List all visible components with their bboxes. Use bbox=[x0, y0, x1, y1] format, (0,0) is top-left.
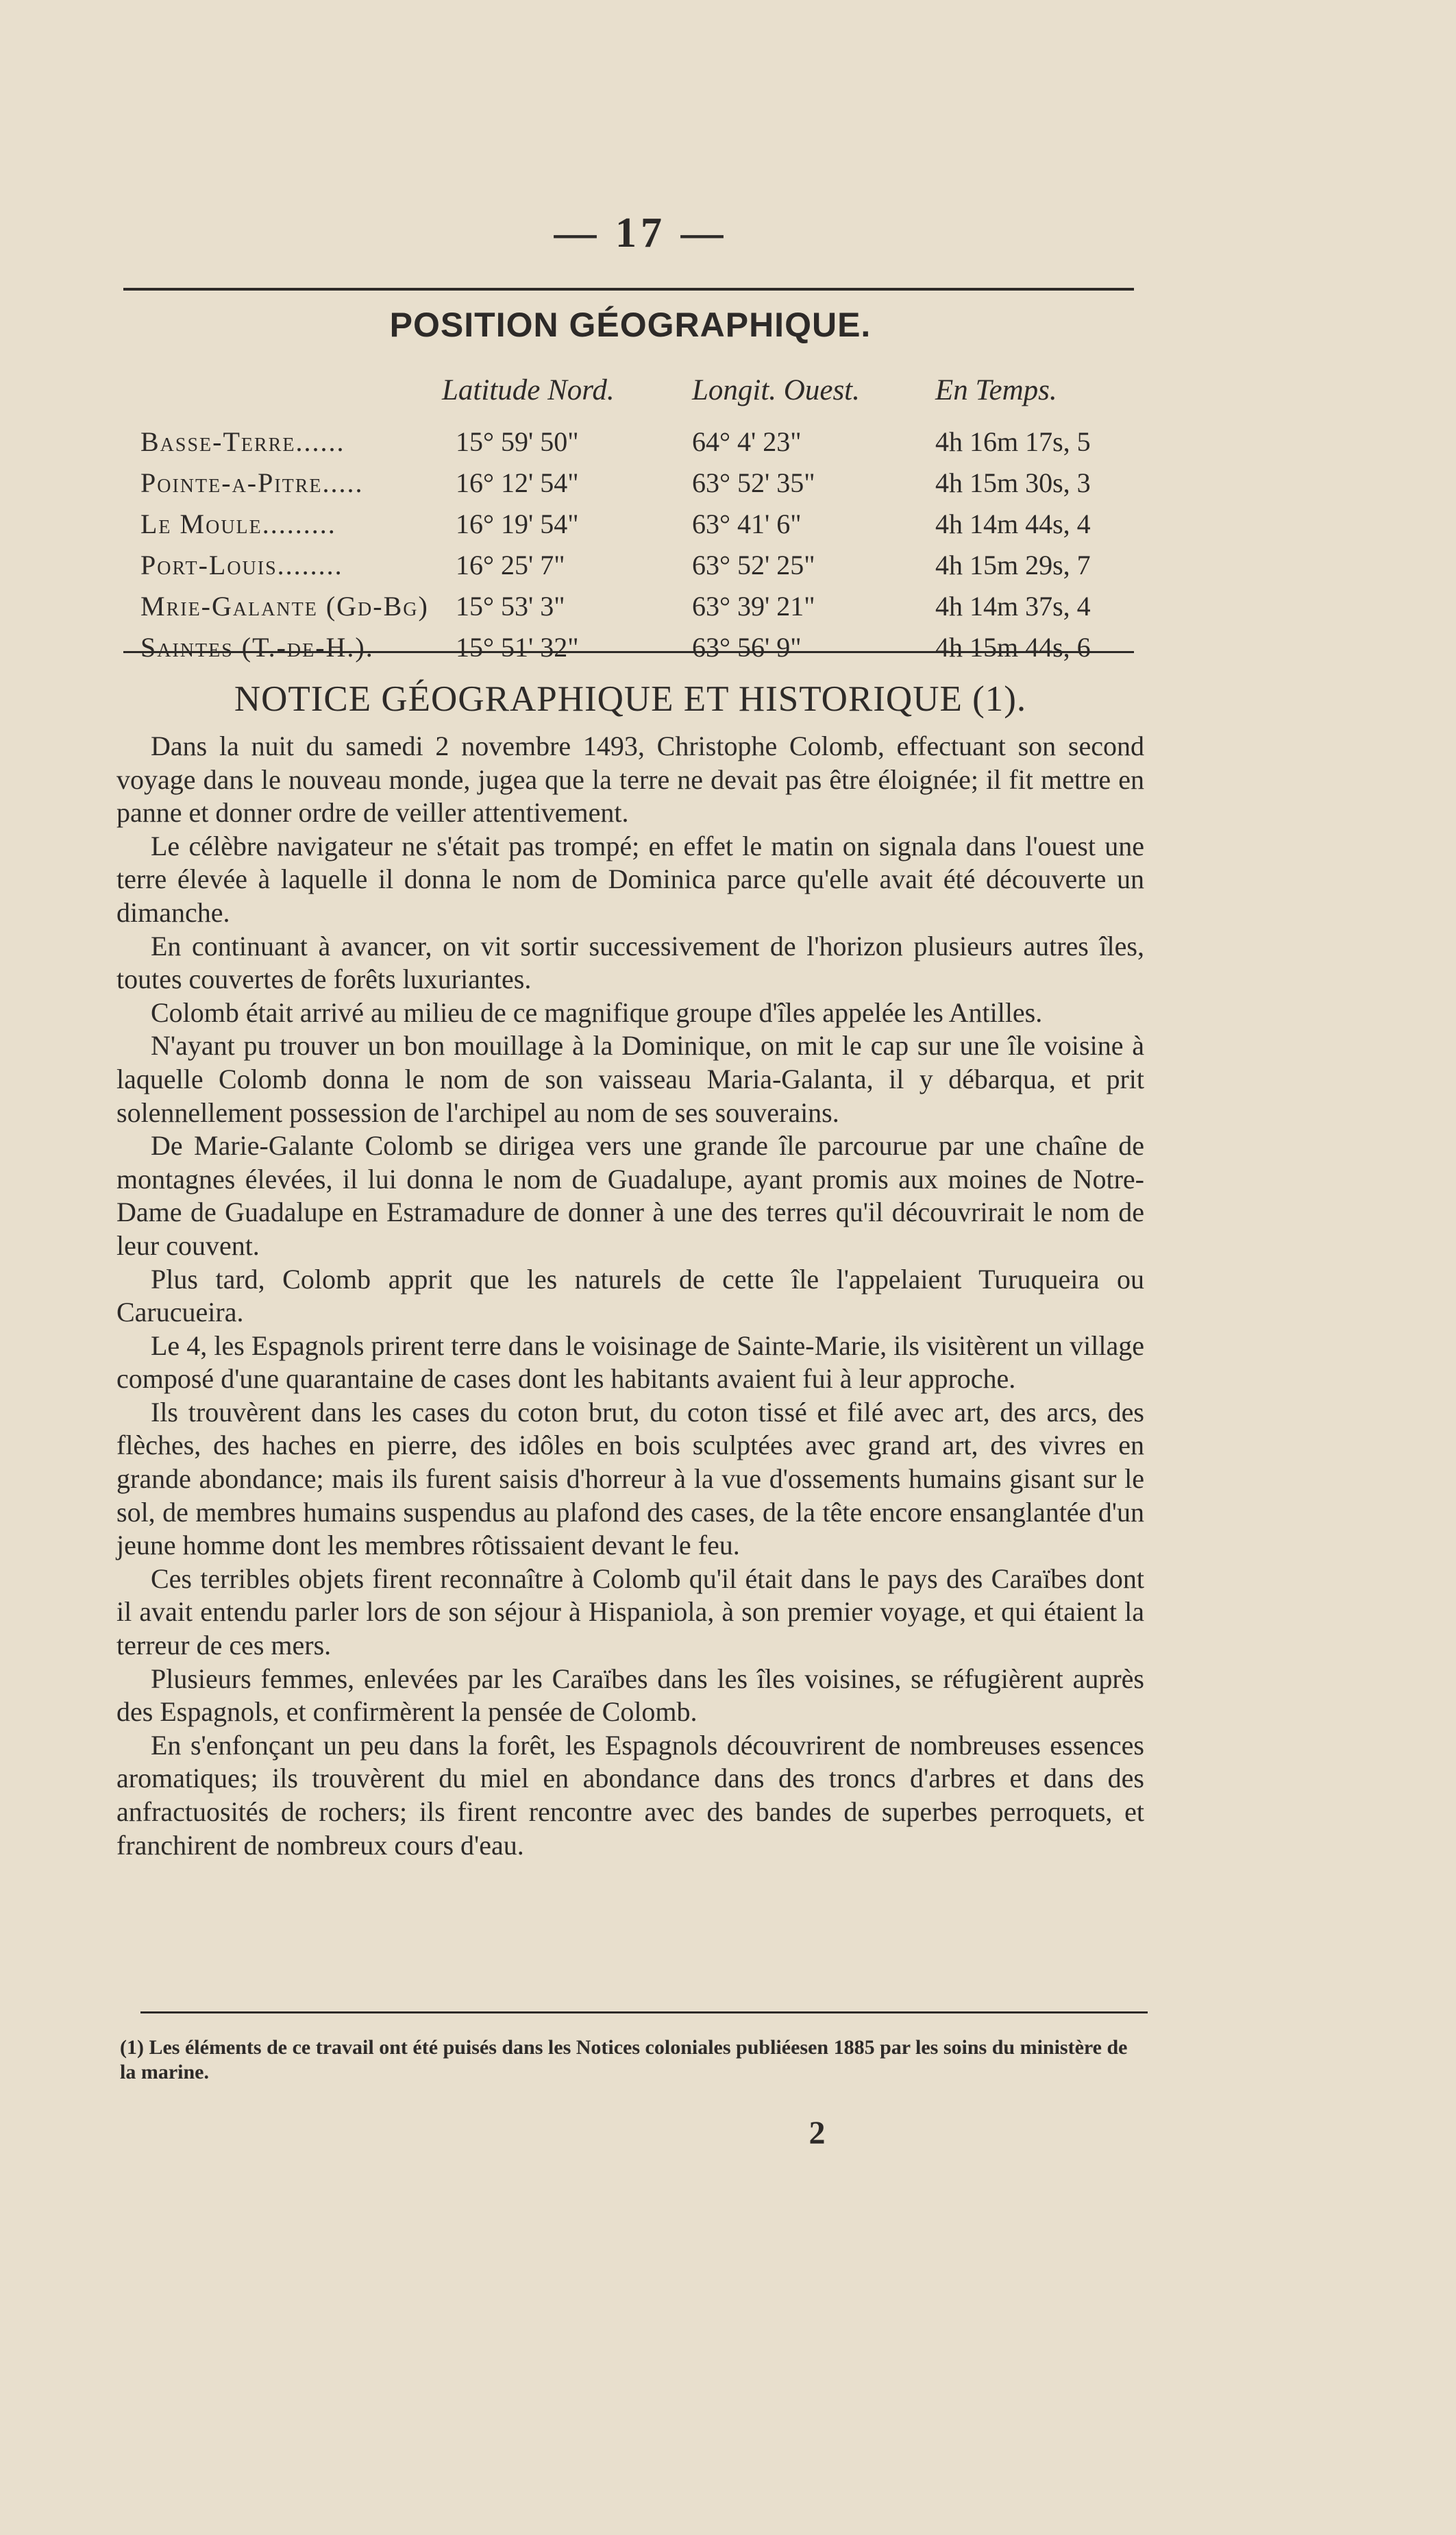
notice-body bbox=[116, 730, 1144, 1862]
table-row bbox=[120, 627, 1134, 668]
paragraph: En s'enfonçant un peu dans la forêt, les Espagnols découvrirent de nombreuses essences aromatiques; ils trouvèrent du miel en abondance dans des troncs d'arbres et dans des anfractuosités de rochers; ils firent rencontre avec des bandes de superbes perroquets, et franchirent de nombreux cours d'eau. bbox=[116, 1729, 1144, 1861]
section-title-position: POSITION GÉOGRAPHIQUE. bbox=[389, 306, 872, 344]
coordinates-table bbox=[120, 373, 1134, 668]
footnote-rule bbox=[140, 2011, 1148, 2013]
table-row bbox=[120, 586, 1134, 627]
time-value: 4h 14m 37s, 4 bbox=[935, 591, 1091, 622]
time-value: 4h 15m 29s, 7 bbox=[935, 550, 1091, 580]
section-title-notice: NOTICE GÉOGRAPHIQUE ET HISTORIQUE (1). bbox=[234, 679, 1027, 719]
paragraph: Ces terribles objets firent reconnaître à Colomb qu'il était dans le pays des Caraïbes dont il avait entendu parler lors de son séjour à Hispaniola, à son premier voyage, et qui étaient la terreur de ces mers. bbox=[116, 1563, 1144, 1661]
table-header bbox=[120, 373, 1134, 421]
time-value: 4h 16m 17s, 5 bbox=[935, 426, 1091, 457]
header-latitude: Latitude Nord. bbox=[442, 374, 615, 406]
time-value: 4h 15m 44s, 6 bbox=[935, 632, 1091, 663]
place-name: Pointe-a-Pitre..... bbox=[140, 467, 364, 498]
section-divider bbox=[123, 651, 1134, 653]
paragraph: Colomb était arrivé au milieu de ce magnifique groupe d'îles appelée les Antilles. bbox=[151, 996, 1043, 1028]
header-time: En Temps. bbox=[935, 374, 1057, 406]
paragraph: De Marie-Galante Colomb se dirigea vers une grande île parcourue par une chaîne de montagnes élevées, il lui donna le nom de Guadalupe, ayant promis aux moines de Notre-Dame de Guadalupe en Estramadure de donner à une des terres qu'il découvrirait le nom de leur couvent. bbox=[116, 1130, 1144, 1261]
longitude-value: 63° 41' 6" bbox=[692, 509, 802, 539]
top-rule bbox=[123, 288, 1134, 291]
signature-mark: 2 bbox=[809, 2115, 826, 2151]
place-name: Le Moule......... bbox=[140, 509, 336, 539]
time-value: 4h 15m 30s, 3 bbox=[935, 467, 1091, 498]
footnote: (1) Les éléments de ce travail ont été puisés dans les Notices coloniales publiéesen 1885 par les soins du ministère de la marine. bbox=[120, 2036, 1128, 2083]
place-name: Mrie-Galante (Gd-Bg) bbox=[140, 591, 429, 622]
paragraph: N'ayant pu trouver un bon mouillage à la Dominique, on mit le cap sur une île voisine à laquelle Colomb donna le nom de son vaisseau Maria-Galanta, il y débarqua, et prit solennellement possession de l'archipel au nom de ses souverains. bbox=[116, 1030, 1144, 1128]
table-row bbox=[120, 504, 1134, 545]
paragraph: Dans la nuit du samedi 2 novembre 1493, Christophe Colomb, effectuant son second voyage dans le nouveau monde, jugea que la terre ne devait pas être éloignée; il fit mettre en panne et donner ordre de veiller attentivement. bbox=[116, 731, 1144, 829]
latitude-value: 15° 51' 32" bbox=[456, 632, 579, 663]
time-value: 4h 14m 44s, 4 bbox=[935, 509, 1091, 539]
place-name: Basse-Terre...... bbox=[140, 426, 345, 457]
page-number: — 17 — bbox=[554, 210, 728, 256]
paragraph: En continuant à avancer, on vit sortir successivement de l'horizon plusieurs autres îles, toutes couvertes de forêts luxuriantes. bbox=[116, 930, 1144, 995]
paragraph: Le 4, les Espagnols prirent terre dans le voisinage de Sainte-Marie, ils visitèrent un village composé d'une quarantaine de cases dont les habitants avaient fui à leur approche. bbox=[116, 1330, 1144, 1395]
paragraph: Ils trouvèrent dans les cases du coton brut, du coton tissé et filé avec art, des arcs, des flèches, des haches en pierre, des idôles en bois sculptées avec grand art, des vivres en grande abondance; mais ils furent saisis d'horreur à la vue d'ossements humains gisant sur le sol, de membres humains suspendus au plafond des cases, de la tête encore ensanglantée d'un jeune homme dont les membres rôtissaient devant le feu. bbox=[116, 1396, 1144, 1561]
table-row bbox=[120, 421, 1134, 463]
table-row bbox=[120, 463, 1134, 504]
longitude-value: 63° 52' 25" bbox=[692, 550, 815, 580]
place-name: Port-Louis........ bbox=[140, 550, 343, 580]
place-name: Saintes (T.-de-H.). bbox=[140, 632, 374, 663]
longitude-value: 63° 39' 21" bbox=[692, 591, 815, 622]
paragraph: Plus tard, Colomb apprit que les naturels de cette île l'appelaient Turuqueira ou Carucueira. bbox=[116, 1263, 1144, 1328]
header-longitude: Longit. Ouest. bbox=[692, 374, 860, 406]
latitude-value: 16° 12' 54" bbox=[456, 467, 579, 498]
latitude-value: 16° 25' 7" bbox=[456, 550, 565, 580]
longitude-value: 63° 56' 9" bbox=[692, 632, 802, 663]
paragraph: Plusieurs femmes, enlevées par les Caraïbes dans les îles voisines, se réfugièrent auprès des Espagnols, et confirmèrent la pensée de Colomb. bbox=[116, 1663, 1144, 1728]
latitude-value: 16° 19' 54" bbox=[456, 509, 579, 539]
longitude-value: 63° 52' 35" bbox=[692, 467, 815, 498]
latitude-value: 15° 59' 50" bbox=[456, 426, 579, 457]
table-row bbox=[120, 545, 1134, 586]
longitude-value: 64° 4' 23" bbox=[692, 426, 802, 457]
paragraph: Le célèbre navigateur ne s'était pas trompé; en effet le matin on signala dans l'ouest une terre élevée à laquelle il donna le nom de Dominica parce qu'elle avait été découverte un dimanche. bbox=[116, 830, 1144, 928]
latitude-value: 15° 53' 3" bbox=[456, 591, 565, 622]
